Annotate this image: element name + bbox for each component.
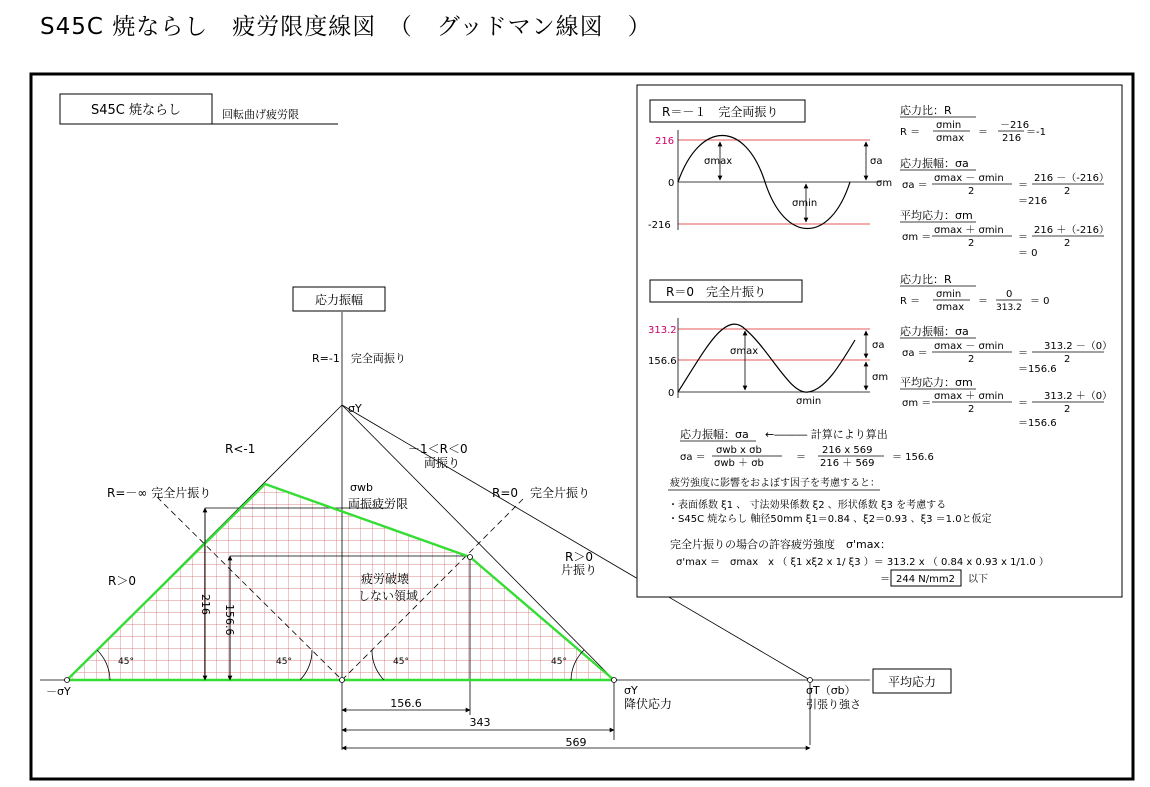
panel2-y-mid: 156.6 [648, 356, 677, 367]
r-minus1-label: R=-1 完全両振り [312, 352, 406, 365]
p1-mean-title: 平均応力：σm [900, 209, 973, 222]
material-sub: 回転曲げ疲労限 [222, 108, 299, 121]
panel1-smin: σmin [792, 198, 818, 209]
dim-label-216: 216 [199, 594, 212, 615]
minus-sigma-y-label: －σY [46, 685, 71, 698]
panel1-y-bottom: -216 [648, 220, 671, 231]
panel2-y-top: 313.2 [648, 325, 677, 336]
calc-lhs: σa ＝ [680, 452, 706, 463]
safe-zone-label-1: 疲労破壊 [361, 572, 410, 586]
p2-ratio-num2: 0 [1006, 289, 1013, 300]
p2-amp-res: ＝156.6 [1018, 364, 1057, 375]
p1-ratio-title: 応力比：R [900, 104, 952, 117]
calc-eq: ＝ [796, 452, 806, 463]
p2-mean-res: ＝156.6 [1018, 418, 1057, 429]
r-gt0-left-label: R＞0 [108, 574, 136, 588]
r-minus-inf-label: R=－∞ 完全片振り [107, 486, 212, 500]
angle-label: 45° [118, 657, 134, 667]
y-axis-label: 応力振幅 [314, 293, 364, 307]
dim-label-343: 343 [469, 716, 491, 729]
dim-label-569: 569 [565, 736, 587, 749]
p1-ratio-eq: ＝ [978, 127, 988, 138]
calc-den2: 216 ＋ 569 [820, 458, 875, 469]
calc-num2: 216 x 569 [822, 445, 873, 456]
p1-ratio-lhs: R ＝ [900, 127, 921, 138]
p2-ratio-res: ＝ 0 [1030, 296, 1050, 307]
p1-amp-title: 応力振幅：σa [900, 157, 969, 170]
calc-num: σwb x σb [716, 445, 762, 456]
sigma-y-right-label: σY [624, 684, 638, 697]
dim-label-1566-v: 156.6 [223, 604, 236, 636]
safe-region [67, 484, 614, 680]
p2-ratio-num: σmin [936, 289, 962, 300]
p1-mean-den2: 2 [1064, 238, 1071, 249]
angle-label: 45° [393, 657, 409, 667]
p1-ratio-num2: －216 [1000, 120, 1030, 131]
p2-amp-lhs: σa ＝ [902, 348, 928, 359]
calc-res: ＝ 156.6 [892, 452, 934, 463]
r-lt-minus1-label: R<-1 [225, 442, 256, 456]
yield-stress-label: 降伏応力 [624, 697, 673, 711]
allow-eq: ＝ [880, 574, 890, 585]
one-swing-label: 片振り [561, 563, 598, 577]
allow-title: 完全片振りの場合の許容疲労強度 σ'max： [670, 538, 891, 551]
sigma-wb-label: σwb [350, 481, 373, 494]
panel1-sa: σa [870, 156, 883, 167]
r-range-label: －1＜R＜0 [408, 442, 468, 456]
panel1-smax: σmax [704, 156, 733, 167]
p2-mean-den: 2 [968, 404, 975, 415]
p1-mean-lhs: σm ＝ [902, 232, 932, 243]
p2-ratio-title: 応力比：R [900, 273, 952, 286]
p2-ratio-eq: ＝ [978, 296, 988, 307]
factors-line1: ・表面係数 ξ1 、 寸法効果係数 ξ2 、形状係数 ξ3 を考慮する [668, 500, 947, 511]
p1-amp-num2: 216 －（-216） [1034, 173, 1109, 184]
p2-amp-title: 応力振幅：σa [900, 325, 969, 338]
p1-mean-res: ＝ 0 [1018, 248, 1038, 259]
x-axis-label: 平均応力 [887, 675, 937, 689]
p1-ratio-den2: 216 [1002, 133, 1022, 144]
p2-amp-num2: 313.2 －（0） [1044, 341, 1113, 352]
p1-mean-num: σmax ＋ σmin [934, 225, 1004, 236]
p2-ratio-den2: 313.2 [996, 303, 1022, 313]
allow-value: 244 N/mm2 [896, 574, 955, 585]
p1-amp-den: 2 [968, 186, 975, 197]
sigma-t-label: σT（σb） [806, 684, 856, 697]
both-swing-label: 両振り [424, 456, 461, 470]
p1-ratio-res: ＝-1 [1026, 127, 1046, 138]
tensile-strength-label: 引張り強さ [806, 698, 861, 711]
panel1-title: R＝－１ 完全両振り [662, 105, 779, 119]
allow-suffix: 以下 [968, 574, 988, 585]
factors-heading: 疲労強度に影響をおよぼす因子を考慮すると： [670, 478, 880, 489]
p2-amp-eq: ＝ [1018, 348, 1028, 359]
p2-mean-lhs: σm ＝ [902, 398, 932, 409]
panel2-title: R＝0 完全片振り [666, 285, 766, 299]
panel2-smax: σmax [730, 346, 759, 357]
calc-note: ←――― 計算により算出 [765, 428, 888, 441]
p1-amp-eq: ＝ [1018, 180, 1028, 191]
p1-mean-eq: ＝ [1018, 232, 1028, 243]
panel2-y-zero: 0 [668, 388, 675, 399]
p2-amp-den2: 2 [1064, 354, 1071, 365]
p2-mean-num2: 313.2 ＋（0） [1044, 391, 1113, 402]
p1-ratio-num: σmin [936, 120, 962, 131]
panel2-smin: σmin [796, 396, 822, 407]
factors-line2: ・S45C 焼ならし 軸径50mm ξ1＝0.84 、ξ2＝0.93 、ξ3 ＝1.0と仮定 [668, 514, 992, 525]
p1-mean-den: 2 [968, 238, 975, 249]
page-title: S45C 焼ならし 疲労限度線図 （ グッドマン線図 ） [40, 14, 652, 40]
material-label: S45C 焼ならし [90, 103, 182, 118]
dim-label-1566: 156.6 [390, 697, 422, 710]
sigma-y-top: σY [348, 402, 362, 415]
panel1-y-zero: 0 [668, 178, 675, 189]
p1-ratio-den: σmax [936, 133, 965, 144]
panel2-sa: σa [872, 340, 885, 351]
p2-mean-num: σmax ＋ σmin [934, 391, 1004, 402]
panel1-y-top: 216 [655, 136, 675, 147]
r-gt0-right-label: R＞0 [565, 550, 593, 564]
p2-amp-num: σmax － σmin [934, 341, 1004, 352]
p2-mean-eq: ＝ [1018, 398, 1028, 409]
allow-formula: σ'max ＝ σmax x （ ξ1 xξ2 x 1/ ξ3 ）＝ 313.2 x （ 0.84 x 0.93 x 1/1.0 ） [676, 557, 1049, 568]
p1-mean-num2: 216 ＋（-216） [1034, 225, 1109, 236]
p2-mean-den2: 2 [1064, 404, 1071, 415]
p2-mean-title: 平均応力：σm [900, 376, 973, 389]
angle-label: 45° [551, 657, 567, 667]
panel2-sm: σm [872, 372, 889, 383]
fatigue-limit-label: 両振疲労限 [348, 497, 409, 511]
calc-den: σwb ＋ σb [714, 458, 764, 469]
p1-amp-num: σmax － σmin [934, 173, 1004, 184]
panel1-sm: σm [876, 178, 893, 189]
safe-zone-label-2: しない領域 [358, 589, 419, 603]
p2-ratio-lhs: R ＝ [900, 296, 921, 307]
p1-amp-lhs: σa ＝ [902, 180, 928, 191]
angle-label: 45° [276, 657, 292, 667]
p2-ratio-den: σmax [936, 302, 965, 313]
p1-amp-den2: 2 [1064, 186, 1071, 197]
p1-amp-res: ＝216 [1018, 196, 1048, 207]
r-zero-label: R=0 完全片振り [492, 486, 591, 500]
p2-amp-den: 2 [968, 354, 975, 365]
calc-title: 応力振幅：σa [680, 428, 749, 441]
